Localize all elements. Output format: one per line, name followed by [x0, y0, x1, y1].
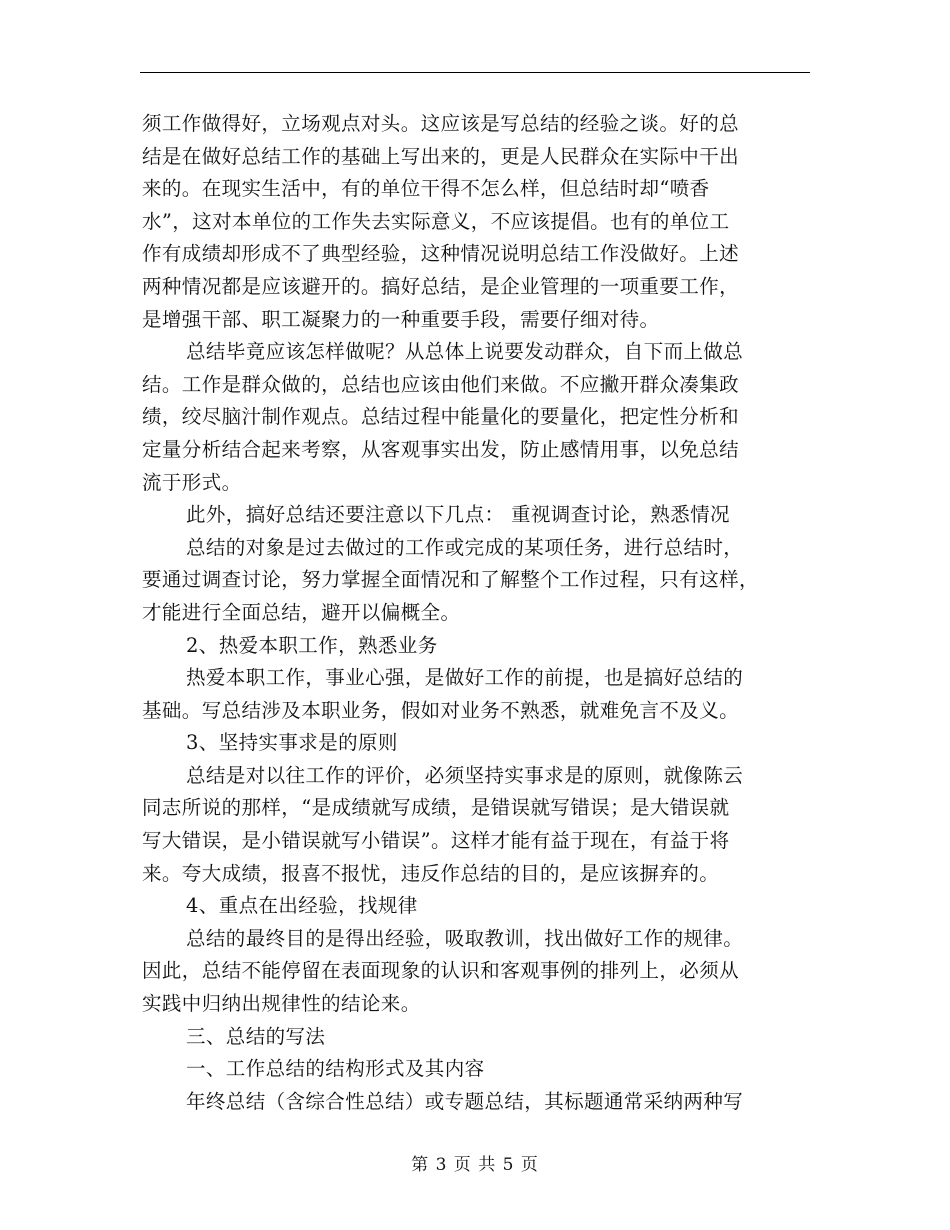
section-heading: 一、工作总结的结构形式及其内容: [186, 1057, 485, 1081]
text-line: 因此，总结不能停留在表面现象的认识和客观事例的排列上，必须从: [142, 959, 740, 983]
document-body: [142, 108, 808, 1118]
text-line: 此外，搞好总结还要注意以下几点： 重视调查讨论，熟悉情况: [186, 503, 730, 527]
header-rule: [140, 72, 810, 73]
text-line: 基础。写总结涉及本职业务，假如对业务不熟悉，就难免言不及义。: [142, 698, 740, 722]
text-line: 写大错误，是小错误就写小错误”。这样才能有益于现在，有益于将: [142, 829, 730, 853]
text-line: 水”，这对本单位的工作失去实际意义，不应该提倡。也有的单位工: [142, 209, 730, 233]
section-heading: 2、热爱本职工作，熟悉业务: [186, 633, 438, 657]
text-line: 总结是对以往工作的评价，必须坚持实事求是的原则，就像陈云: [186, 763, 744, 787]
text-line: 才能进行全面总结，避开以偏概全。: [142, 600, 461, 624]
text-line: 两种情况都是应该避开的。搞好总结，是企业管理的一项重要工作，: [142, 274, 740, 298]
text-line: 同志所说的那样，“是成绩就写成绩，是错误就写错误；是大错误就: [142, 796, 730, 820]
text-line: 来。夸大成绩，报喜不报忧，违反作总结的目的，是应该摒弃的。: [142, 861, 720, 885]
text-line: 实践中归纳出规律性的结论来。: [142, 992, 421, 1016]
text-line: 结是在做好总结工作的基础上写出来的，更是人民群众在实际中干出: [142, 144, 740, 168]
text-line: 绩，绞尽脑汁制作观点。总结过程中能量化的要量化，把定性分析和: [142, 405, 740, 429]
text-line: 结。工作是群众做的，总结也应该由他们来做。不应撇开群众凑集政: [142, 372, 740, 396]
text-line: 总结的最终目的是得出经验，吸取教训，找出做好工作的规律。: [186, 926, 744, 950]
text-line: 流于形式。: [142, 470, 242, 494]
text-line: 定量分析结合起来考察，从客观事实出发，防止感情用事，以免总结: [142, 437, 740, 461]
text-line: 是增强干部、职工凝聚力的一种重要手段，需要仔细对待。: [142, 307, 660, 331]
text-line: 须工作做得好，立场观点对头。这应该是写总结的经验之谈。好的总: [142, 112, 740, 135]
text-line: 年终总结（含综合性总结）或专题总结，其标题通常采纳两种写: [186, 1089, 744, 1113]
section-heading: 3、坚持实事求是的原则: [186, 731, 398, 755]
text-line: 来的。在现实生活中，有的单位干得不怎么样，但总结时却“喷香: [142, 177, 710, 201]
text-line: 总结毕竟应该怎样做呢？从总体上说要发动群众，自下而上做总: [186, 340, 744, 364]
text-line: 要通过调查讨论，努力掌握全面情况和了解整个工作过程，只有这样，: [142, 568, 759, 592]
section-heading: 三、总结的写法: [186, 1024, 326, 1048]
text-line: 作有成绩却形成不了典型经验，这种情况说明总结工作没做好。上述: [142, 242, 740, 266]
text-line: 热爱本职工作，事业心强，是做好工作的前提，也是搞好总结的: [186, 666, 744, 690]
section-heading: 4、重点在出经验，找规律: [186, 894, 418, 918]
text-line: 总结的对象是过去做过的工作或完成的某项任务，进行总结时，: [186, 535, 744, 559]
page-number-footer: 第 3 页 共 5 页: [411, 1155, 539, 1175]
